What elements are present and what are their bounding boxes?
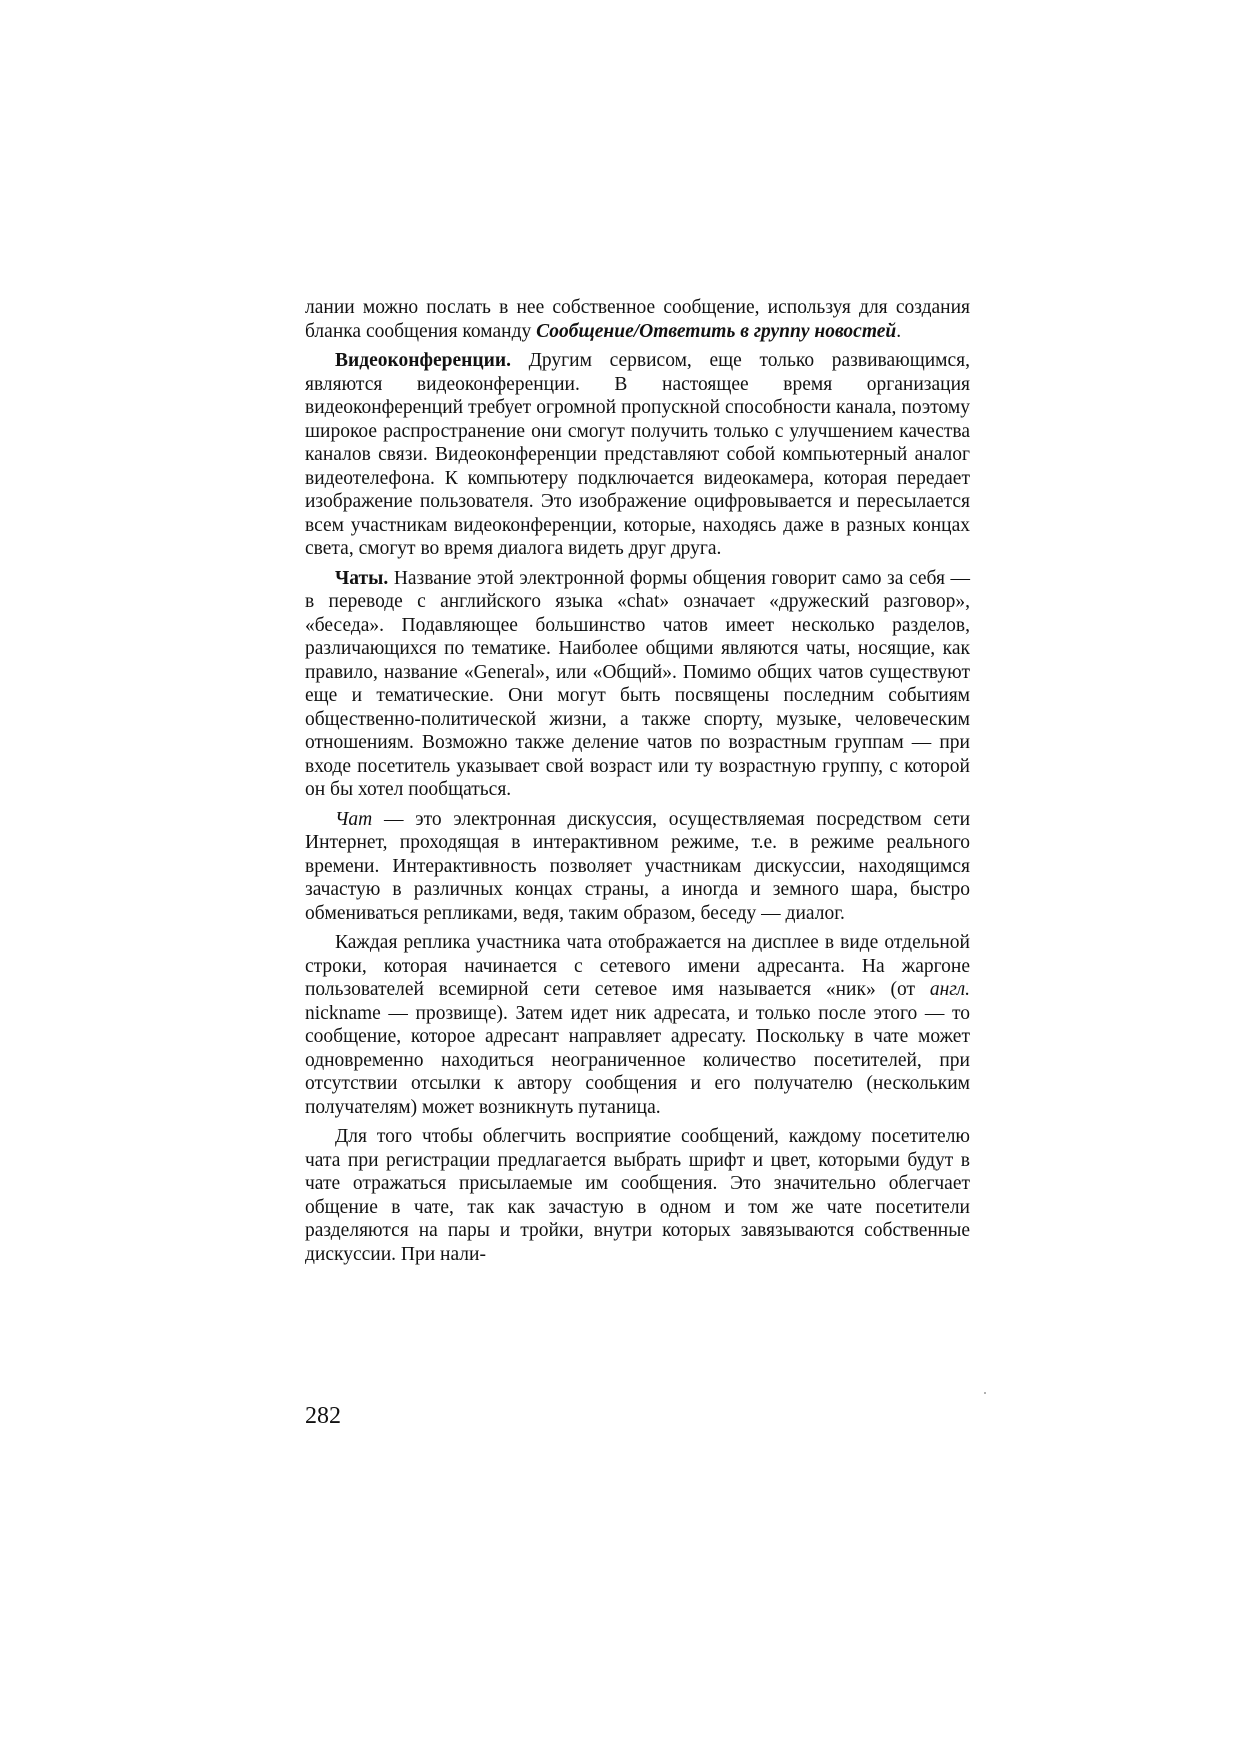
section-lead-videoconferences: Видеоконференции. [335, 350, 511, 371]
paragraph-text: Для того чтобы облегчить восприятие сообщений, каждому посетителю чата при регистрации предлагается выбрать шрифт и цвет, которыми будут в чате отражаться присылаемые им сообщения. Это значительно облегчает общение в чате, так как зачастую в одном и том же чате посетители разделяются на пары и тройки, внутри которых завязываются собственные дискуссии. При нали- [305, 1126, 970, 1265]
paragraph-text: Другим сервисом, еще только развивающимся, являются видеоконференции. В настоящее время организация видеоконференций требует огромной пропускной способности канала, поэтому широкое распространение они смогут получить только с улучшением качества каналов связи. Видеоконференции представляют собой компьютерный аналог видеотелефона. К компьютеру подключается видеокамера, которая передает изображение пользователя. Это изображение оцифровывается и пересылается всем участникам видеоконференции, которые, находясь даже в разных концах света, смогут во время диалога видеть друг друга. [305, 350, 970, 559]
paragraph-text: Каждая реплика участника чата отображается на дисплее в виде отдельной строки, которая начинается с сетевого имени адресанта. На жаргоне пользователей всемирной сети сетевое имя называется «ник» (от [305, 932, 970, 1000]
body-text [305, 296, 970, 1266]
term-chat: Чат [335, 808, 373, 830]
abbreviation-english: англ. [929, 979, 970, 1000]
section-lead-chats: Чаты. [335, 567, 389, 589]
paragraph-videoconferences [305, 349, 970, 561]
paragraph-text: nickname — прозвище). Затем идет ник адресата, и только после этого — то сообщение, которое адресант направляет адресату. Поскольку в чате может одновременно находиться неограниченное количество посетителей, при отсутствии отсылки к автору сообщения и его получателю (нескольким получателям) может возникнуть путаница. [305, 1002, 970, 1118]
paragraph-chat-definition [305, 808, 970, 926]
paragraph-chats [305, 567, 970, 802]
paragraph-fonts-colors [305, 1125, 970, 1266]
paragraph-continuation [305, 296, 970, 343]
paragraph-text: лании можно послать в нее собственное сообщение, используя для создания бланка сообщения команду [305, 297, 970, 342]
paragraph-text: . [896, 320, 902, 342]
page-number: 282 [305, 1403, 341, 1429]
scan-speck [984, 1392, 986, 1394]
paragraph-text: Название этой электронной формы общения говорит само за себя — в переводе с английского языка «chat» означает «дружеский разговор», «беседа». Подавляющее большинство чатов имеет несколько разделов, различающихся по тематике. Наиболее общими являются чаты, носящие, как правило, название «General», или «Общий». Помимо общих чатов существуют еще и тематические. Они могут быть посвящены последним событиям общественно-политической жизни, а также спорту, музыке, человеческим отношениям. Возможно также деление чатов по возрастным группам — при входе посетитель указывает свой возраст или ту возрастную группу, с которой он бы хотел пообщаться. [305, 567, 970, 800]
paragraph-text: — это электронная дискуссия, осуществляемая посредством сети Интернет, проходящая в интерактивном режиме, т.е. в режиме реального времени. Интерактивность позволяет участникам дискуссии, находящимся зачастую в различных концах страны, а иногда и земного шара, быстро обмениваться репликами, ведя, таким образом, беседу — диалог. [305, 808, 970, 924]
paragraph-replies [305, 931, 970, 1119]
menu-command-emphasis: Сообщение/Ответить в группу новостей [536, 320, 897, 342]
